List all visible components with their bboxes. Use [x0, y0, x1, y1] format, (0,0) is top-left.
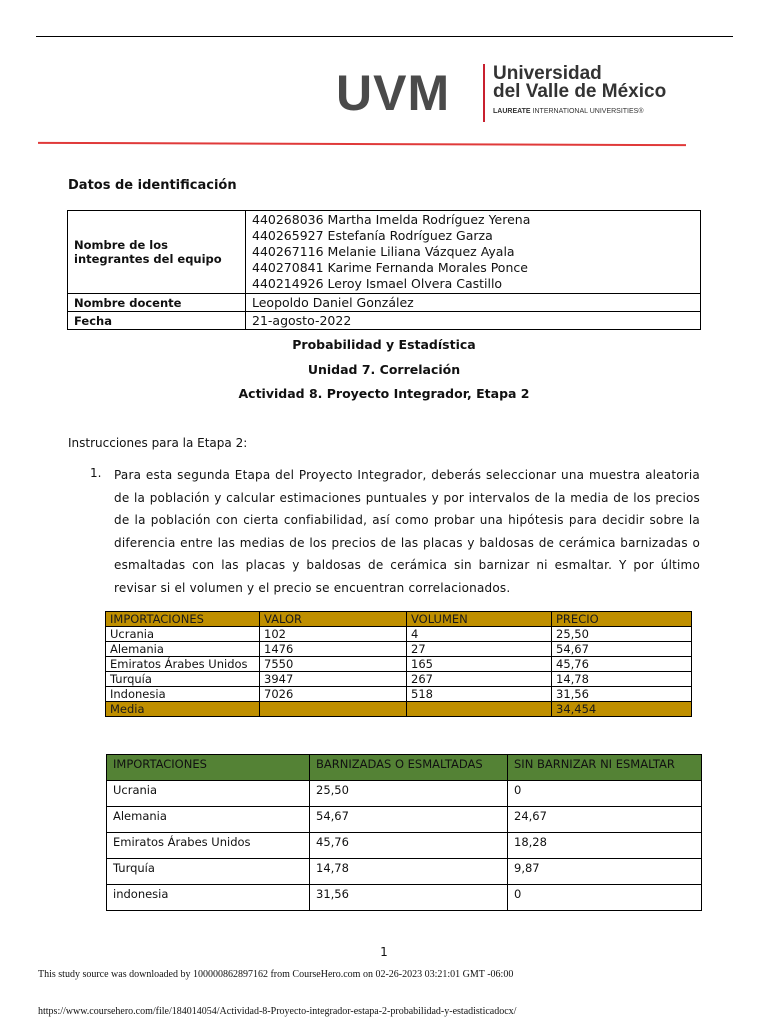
logo-mark: UVM — [336, 65, 451, 121]
table-cell: 45,76 — [552, 657, 692, 672]
table-cell: 45,76 — [310, 833, 508, 859]
header-cell: VOLUMEN — [407, 612, 552, 627]
uvm-logo — [336, 62, 676, 126]
table-cell: 9,87 — [508, 859, 702, 885]
source-url[interactable]: https://www.coursehero.com/file/184014054/Actividad-8-Proyecto-integrador-estapa-2-probabilidad-y-estadisticadocx/ — [38, 1006, 517, 1017]
members-row — [68, 211, 701, 294]
table-cell: Turquía — [106, 672, 260, 687]
table-cell: 25,50 — [310, 781, 508, 807]
table-cell: Ucrania — [106, 627, 260, 642]
logo-accent-bar — [483, 64, 485, 122]
table-cell: 54,67 — [552, 642, 692, 657]
table-row — [107, 833, 702, 859]
header-cell: IMPORTACIONES — [106, 612, 260, 627]
table-cell: 3947 — [260, 672, 407, 687]
identification-title: Datos de identificación — [68, 178, 237, 193]
table-cell: 25,50 — [552, 627, 692, 642]
header-cell: BARNIZADAS O ESMALTADAS — [310, 755, 508, 781]
imports-mean-row — [106, 702, 692, 717]
member-3: 440267116 Melanie Liliana Vázquez Ayala — [252, 244, 515, 259]
table-cell: 18,28 — [508, 833, 702, 859]
identification-table — [67, 210, 701, 330]
header-cell: VALOR — [260, 612, 407, 627]
date-value: 21-agosto-2022 — [246, 312, 701, 330]
table-cell: 27 — [407, 642, 552, 657]
table-row — [107, 807, 702, 833]
instruction-text: Para esta segunda Etapa del Proyecto Integrador, deberás seleccionar una muestra aleatoria de la población y calcular estimaciones puntuales y por intervalos de la media de los precios de la población con cierta confiabilidad, así como probar una hipótesis para decidir sobre la diferencia entre las medias de los precios de las placas y baldosas de cerámica barnizadas o esmaltadas con las placas y baldosas de cerámica sin barnizar ni esmaltar. Y por último revisar si el volumen y el precio se encuentran correlacionados. — [114, 468, 700, 595]
table-row — [107, 885, 702, 911]
page-number: 1 — [380, 945, 388, 959]
table-cell: Emiratos Árabes Unidos — [106, 657, 260, 672]
table-cell: 0 — [508, 781, 702, 807]
instruction-number: 1. — [90, 466, 102, 480]
logo-sub-bold: LAUREATE — [493, 108, 531, 115]
instructions-label: Instrucciones para la Etapa 2: — [68, 436, 248, 450]
date-label: Fecha — [68, 312, 246, 330]
table-cell: 165 — [407, 657, 552, 672]
red-divider — [38, 142, 686, 146]
table-row — [106, 642, 692, 657]
table-row — [106, 672, 692, 687]
mean-label: Media — [106, 702, 260, 717]
download-source-note: This study source was downloaded by 100000862897162 from CourseHero.com on 02-26-2023 03:21:01 GMT -06:00 — [38, 969, 514, 980]
imports-table — [105, 611, 692, 717]
teacher-label: Nombre docente — [68, 294, 246, 312]
member-4: 440270841 Karime Fernanda Morales Ponce — [252, 260, 528, 275]
table-row — [106, 657, 692, 672]
table-cell: 24,67 — [508, 807, 702, 833]
mean-empty-cell — [407, 702, 552, 717]
table-cell: Emiratos Árabes Unidos — [107, 833, 310, 859]
unit-heading: Unidad 7. Correlación — [307, 362, 461, 377]
table-cell: Alemania — [106, 642, 260, 657]
member-1: 440268036 Martha Imelda Rodríguez Yerena — [252, 212, 531, 227]
table-cell: indonesia — [107, 885, 310, 911]
imports-header-row — [106, 612, 692, 627]
activity-heading: Actividad 8. Proyecto Integrador, Etapa 2 — [238, 386, 530, 401]
table-cell: 31,56 — [552, 687, 692, 702]
table-cell: 14,78 — [552, 672, 692, 687]
logo-name-line1: Universidad — [493, 63, 602, 84]
course-heading: Probabilidad y Estadística — [292, 337, 476, 352]
table-cell: Alemania — [107, 807, 310, 833]
table-cell: Ucrania — [107, 781, 310, 807]
teacher-row — [68, 294, 701, 312]
table-cell: 267 — [407, 672, 552, 687]
table-cell: 0 — [508, 885, 702, 911]
members-cell — [246, 211, 701, 294]
header-cell: SIN BARNIZAR NI ESMALTAR — [508, 755, 702, 781]
logo-sub-rest: INTERNATIONAL UNIVERSITIES® — [532, 108, 644, 115]
teacher-value: Leopoldo Daniel González — [246, 294, 701, 312]
table-row — [106, 627, 692, 642]
mean-empty-cell — [260, 702, 407, 717]
table-cell: 7550 — [260, 657, 407, 672]
table-cell: 54,67 — [310, 807, 508, 833]
table-cell: 31,56 — [310, 885, 508, 911]
table-cell: Indonesia — [106, 687, 260, 702]
table-row — [107, 781, 702, 807]
member-5: 440214926 Leroy Ismael Olvera Castillo — [252, 276, 503, 291]
table-cell: Turquía — [107, 859, 310, 885]
table-row — [106, 687, 692, 702]
table-cell: 4 — [407, 627, 552, 642]
member-2: 440265927 Estefanía Rodríguez Garza — [252, 228, 493, 243]
glaze-comparison-table — [106, 754, 702, 911]
table-cell: 518 — [407, 687, 552, 702]
header-cell: PRECIO — [552, 612, 692, 627]
top-divider — [36, 36, 733, 37]
date-row — [68, 312, 701, 330]
members-label: Nombre de los integrantes del equipo — [68, 211, 246, 294]
table-cell: 1476 — [260, 642, 407, 657]
table-cell: 7026 — [260, 687, 407, 702]
header-cell: IMPORTACIONES — [107, 755, 310, 781]
logo-name-line2: del Valle de México — [493, 81, 667, 102]
logo-subtitle — [493, 108, 644, 115]
table-row — [107, 859, 702, 885]
glaze-header-row — [107, 755, 702, 781]
table-cell: 102 — [260, 627, 407, 642]
mean-value: 34,454 — [552, 702, 692, 717]
table-cell: 14,78 — [310, 859, 508, 885]
